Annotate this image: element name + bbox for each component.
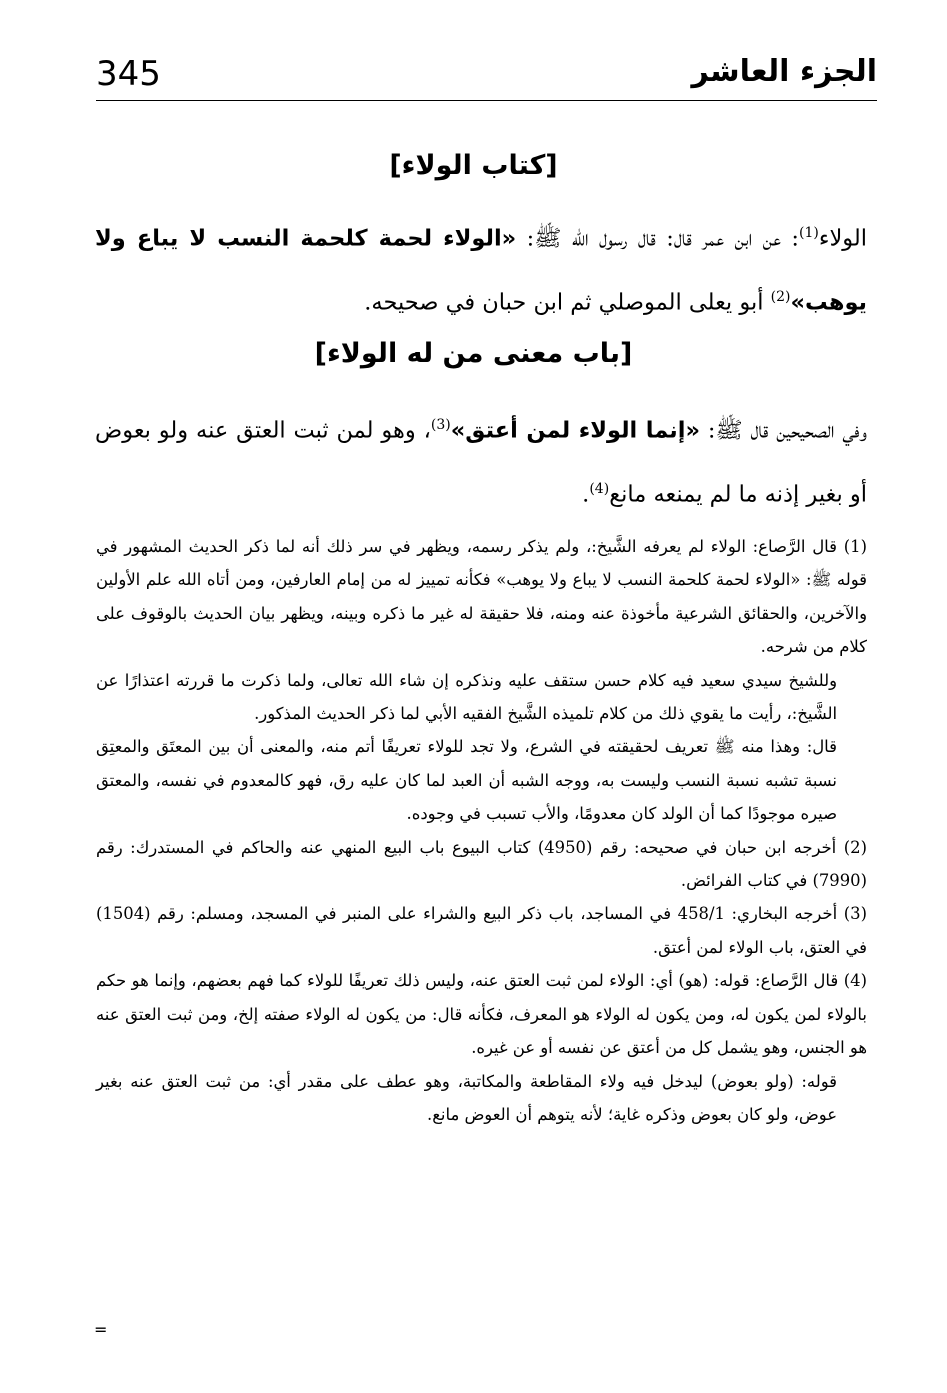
text: أبو يعلى الموصلي ثم ابن حبان في صحيحه. [364,289,771,315]
hadith-text: «الولاء لحمة كلحمة النسب لا يباع ولا يوهب» [95,225,867,315]
header-rule [96,100,877,101]
page-number: 345 [96,54,161,94]
section1-paragraph [95,204,867,331]
hadith-text: «إنما الولاء لمن أعتق» [450,417,701,444]
footnote-1 [96,530,867,664]
footnote-4-paragraph: قوله: (ولو بعوض) ليدخل فيه ولاء المقاطعة والمكاتبة، وهو عطف على مقدر أي: من ثبت العتق عنه بغير عوض، ولو كان بعوض وذكره غاية؛ لأنه يتوهم أن العوض مانع. [96,1071,837,1124]
footnote-ref: (2) [770,288,791,305]
footnote-ref: (3) [430,417,451,433]
footnote-number: (2) [843,837,867,857]
footnote-ref: (4) [589,480,610,497]
continuation-mark: = [94,1320,108,1339]
footnote-text: أخرجه البخاري: 458/1 في المساجد، باب ذكر البيع والشراء على المنبر في المسجد، ومسلم: رقم (1504) في العتق، باب الولاء لمن أعتق. [96,904,867,957]
page-header [96,44,877,94]
running-title: الجزء العاشر [691,54,877,89]
text: ، وهو لمن ثبت العتق عنه ولو بعوض أو بغير إذنه ما لم يمنعه مانع [95,417,867,507]
text: : عن ابن عمر قال: قال رسول الله ﷺ: [516,225,799,252]
text: . [582,481,590,507]
text: الولاء [818,225,868,252]
footnote-text: قال الرَّصاع: قوله: (هو) أي: الولاء لمن ثبت العتق عنه، وليس ذلك تعريفًا للولاء كما فهم بعضهم، وإنما هو حكم بالولاء لمن يكون له، ومن يكون له الولاء هو المعرف، فكأنه قال: من يكون له الولاء صفته إلخ، ومن ثبت العتق عنه هو الجنس، وهو يشمل كل من أعتق عن نفسه أو عن غيره. [96,971,867,1058]
footnote-number: (3) [843,904,867,924]
footnote-ref: (1) [799,225,819,241]
section-title-meaning-of-wala: [باب معنى من له الولاء] [314,338,633,369]
footnote-4 [96,964,867,1064]
footnote-2 [96,831,867,898]
footnote-text: قال الرَّصاع: الولاء لم يعرفه الشَّيخ:، ولم يذكر رسمه، ويظهر في سر ذلك أنه لما ذكر الحديث المشهور في قوله ﷺ: «الولاء لحمة كلحمة النسب لا يباع ولا يوهب» فكأنه تمييز له من إمام العارفين، ومن أتاه الله علم الأولين والآخرين، والحقائق الشرعية مأخوذة عنه ومنه، فلا حقيقة له غير ما ذكره وبينه، ويظهر بيان الحديث بالوقوف على كلام من شرحه. [96,537,867,657]
footnote-1-paragraph: وللشيخ سيدي سعيد فيه كلام حسن ستقف عليه ونذكره إن شاء الله تعالى، ولما ذكرت ما قررته اعتذارًا عن الشَّيخ:، رأيت ما يقوي ذلك من كلام تلميذه الشَّيخ الفقيه الأبي لما ذكر الحديث المذكور. [96,670,837,724]
footnote-number: (4) [843,971,867,991]
section-title-book-of-wala: [كتاب الولاء] [389,150,558,181]
footnotes [96,530,867,1131]
footnote-1-paragraph: قال: وهذا منه ﷺ تعريف لحقيقته في الشرع، ولا تجد للولاء تعريفًا أتم منه، والمعنى أن بين المعتَق والمعتِق نسبة تشبه نسبة النسب وليست به، ووجه الشبه أن العبد لما كان عليه رق، فهو كالمعدوم في نفسه، والمعتق صيره موجودًا كما أن الولد كان معدومًا، والأب تسبب في وجوده. [96,737,837,824]
footnote-3 [96,897,867,964]
footnote-number: (1) [843,537,867,556]
text: وفي الصحيحين قال ﷺ: [700,417,867,444]
section2-paragraph [95,396,867,523]
footnote-text: أخرجه ابن حبان في صحيحه: رقم (4950) كتاب البيوع باب البيع المنهي عنه والحاكم في المستدرك: رقم (7990) في كتاب الفرائض. [96,837,867,891]
